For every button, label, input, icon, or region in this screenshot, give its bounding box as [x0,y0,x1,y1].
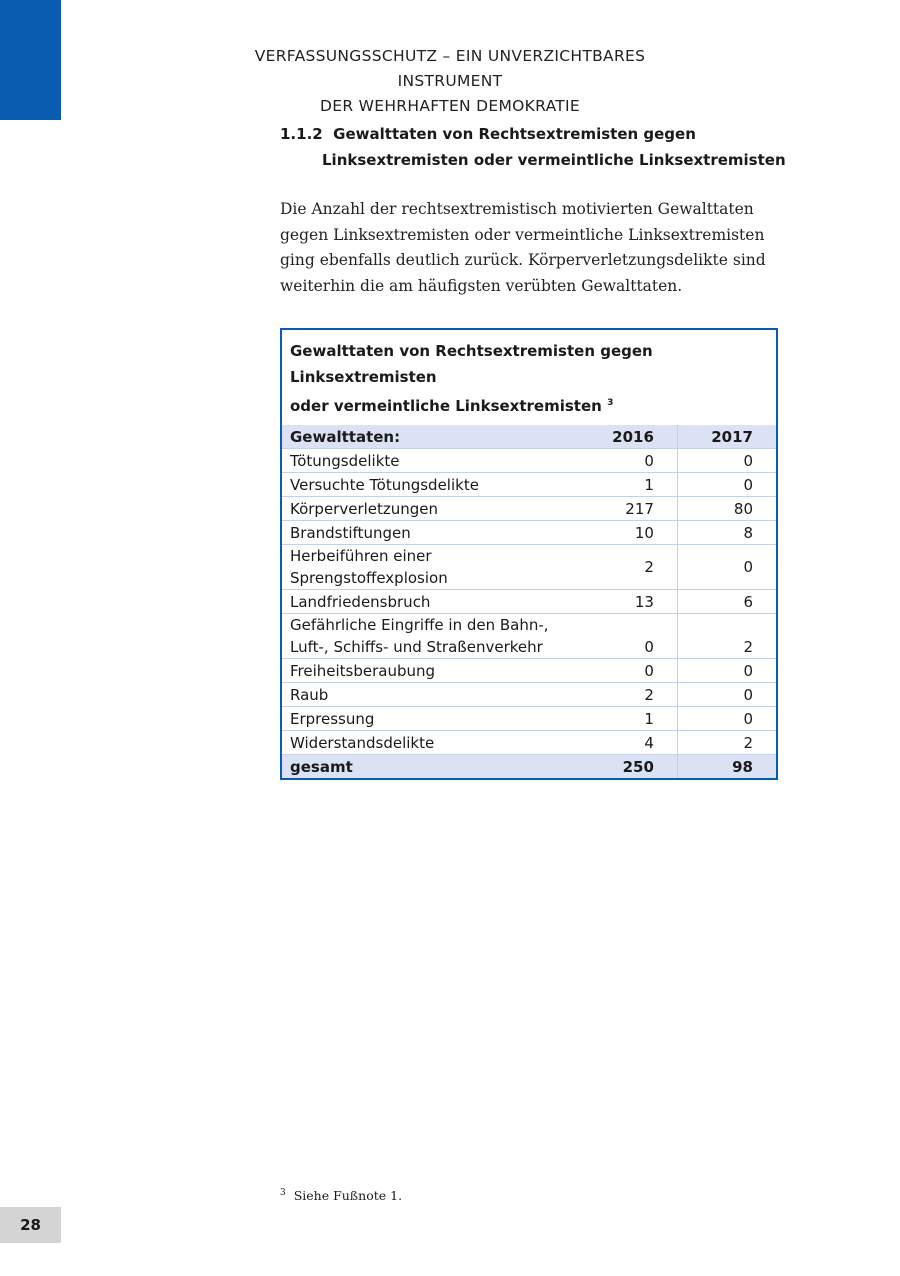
cell-value-2016: 13 [579,590,678,614]
table-row [281,707,777,731]
page-number: 28 [0,1207,61,1243]
table-header-row [281,425,777,449]
running-header [200,44,700,119]
cell-value-2017: 2 [677,731,777,755]
cell-value-2017: 0 [677,449,777,473]
cell-value-2016: 217 [579,497,678,521]
table-row [281,521,777,545]
cell-category: Landfriedensbruch [281,590,579,614]
statistics-table [280,328,778,780]
table-row [281,731,777,755]
cell-value-2017: 80 [677,497,777,521]
section-title: Gewalttaten von Rechtsextremisten gegen [333,125,696,143]
cell-category: gesamt [281,755,579,780]
table-row [281,614,777,659]
cell-value-2017: 2 [677,614,777,659]
table-row [281,473,777,497]
table-row [281,659,777,683]
footnote-mark: 3 [280,1188,286,1198]
cell-value-2016: 1 [579,707,678,731]
cell-value-2017: 0 [677,545,777,590]
header-2017: 2017 [677,425,777,449]
footnote [280,1188,402,1203]
table-title [281,329,777,425]
cell-value-2017: 8 [677,521,777,545]
cell-value-2017: 98 [677,755,777,780]
table-row [281,497,777,521]
table-row [281,683,777,707]
cell-value-2017: 0 [677,659,777,683]
header-2016: 2016 [579,425,678,449]
cell-category: Tötungsdelikte [281,449,579,473]
cell-category: Erpressung [281,707,579,731]
footnote-ref: 3 [607,398,614,408]
table-row [281,590,777,614]
cell-value-2016: 4 [579,731,678,755]
section-heading [280,121,786,173]
section-title-line2: Linksextremisten oder vermeintliche Linksextremisten [322,151,786,169]
cell-value-2016: 2 [579,683,678,707]
blue-corner-block [0,0,61,120]
cell-category: Gefährliche Eingriffe in den Bahn-, Luft-, Schiffs- und Straßenverkehr [281,614,579,659]
cell-category: Herbeiführen einer Sprengstoffexplosion [281,545,579,590]
cell-value-2016: 0 [579,659,678,683]
cell-value-2016: 250 [579,755,678,780]
cell-category: Raub [281,683,579,707]
cell-value-2017: 0 [677,473,777,497]
cell-value-2016: 10 [579,521,678,545]
section-number: 1.1.2 [280,125,323,143]
table-row [281,545,777,590]
cell-value-2016: 0 [579,449,678,473]
running-header-line: DER WEHRHAFTEN DEMOKRATIE [320,97,580,115]
cell-value-2016: 1 [579,473,678,497]
footnote-text: Siehe Fußnote 1. [293,1188,403,1204]
cell-category: Widerstandsdelikte [281,731,579,755]
table-row [281,449,777,473]
cell-value-2017: 0 [677,683,777,707]
table-total-row [281,755,777,780]
cell-value-2016: 0 [579,614,678,659]
table-title-line: Gewalttaten von Rechtsextremisten gegen Linksextremisten [290,342,653,386]
cell-value-2017: 0 [677,707,777,731]
cell-value-2016: 2 [579,545,678,590]
cell-category: Körperverletzungen [281,497,579,521]
header-category: Gewalttaten: [281,425,579,449]
cell-category: Freiheitsberaubung [281,659,579,683]
cell-category: Brandstiftungen [281,521,579,545]
body-paragraph: Die Anzahl der rechtsextremistisch motivierten Gewalttaten gegen Linksextremisten oder vermeintliche Linksextremisten ging ebenfalls deutlich zurück. Körperverletzungsdelikte sind weiterhin die am häufigsten verübten Gewalttaten. [280,200,766,295]
cell-category: Versuchte Tötungsdelikte [281,473,579,497]
table-title-line: oder vermeintliche Linksextremisten [290,397,602,415]
cell-value-2017: 6 [677,590,777,614]
running-header-line: VERFASSUNGSSCHUTZ – EIN UNVERZICHTBARES INSTRUMENT [254,47,646,90]
